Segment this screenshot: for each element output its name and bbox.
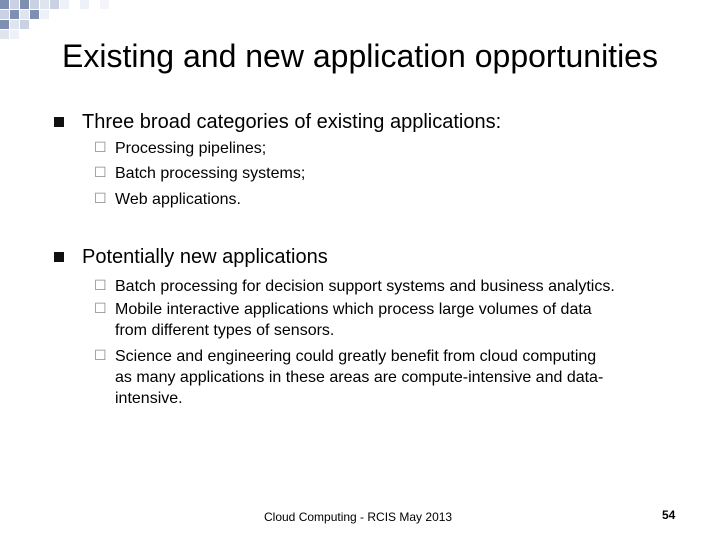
list-item xyxy=(115,346,603,409)
checkbox-bullet-icon: ☐ xyxy=(94,140,107,156)
list-item-line: Mobile interactive applications which process large volumes of data xyxy=(115,301,592,318)
checkbox-bullet-icon: ☐ xyxy=(94,191,107,207)
corner-decoration xyxy=(0,0,160,40)
section-heading: Potentially new applications xyxy=(82,246,328,268)
page-number: 54 xyxy=(662,508,676,522)
section-bullet xyxy=(54,252,64,262)
list-item-line: intensive. xyxy=(115,390,183,407)
list-item-line: Science and engineering could greatly benefit from cloud computing xyxy=(115,348,597,365)
checkbox-bullet-icon: ☐ xyxy=(94,301,107,317)
checkbox-bullet-icon: ☐ xyxy=(94,165,107,181)
slide-footer: Cloud Computing - RCIS May 2013 xyxy=(264,510,453,524)
section-heading: Three broad categories of existing applications: xyxy=(82,111,502,133)
list-item-line: as many applications in these areas are compute-intensive and data- xyxy=(115,369,604,386)
list-item: Batch processing systems; xyxy=(115,165,306,182)
slide-title: Existing and new application opportunities xyxy=(62,38,658,74)
checkbox-bullet-icon: ☐ xyxy=(94,348,107,364)
list-item: Processing pipelines; xyxy=(115,140,267,157)
list-item: Batch processing for decision support systems and business analytics. xyxy=(115,278,615,295)
list-item-line: from different types of sensors. xyxy=(115,322,335,339)
section-bullet xyxy=(54,117,64,127)
checkbox-bullet-icon: ☐ xyxy=(94,278,107,294)
list-item xyxy=(115,299,592,341)
list-item: Web applications. xyxy=(115,191,241,208)
